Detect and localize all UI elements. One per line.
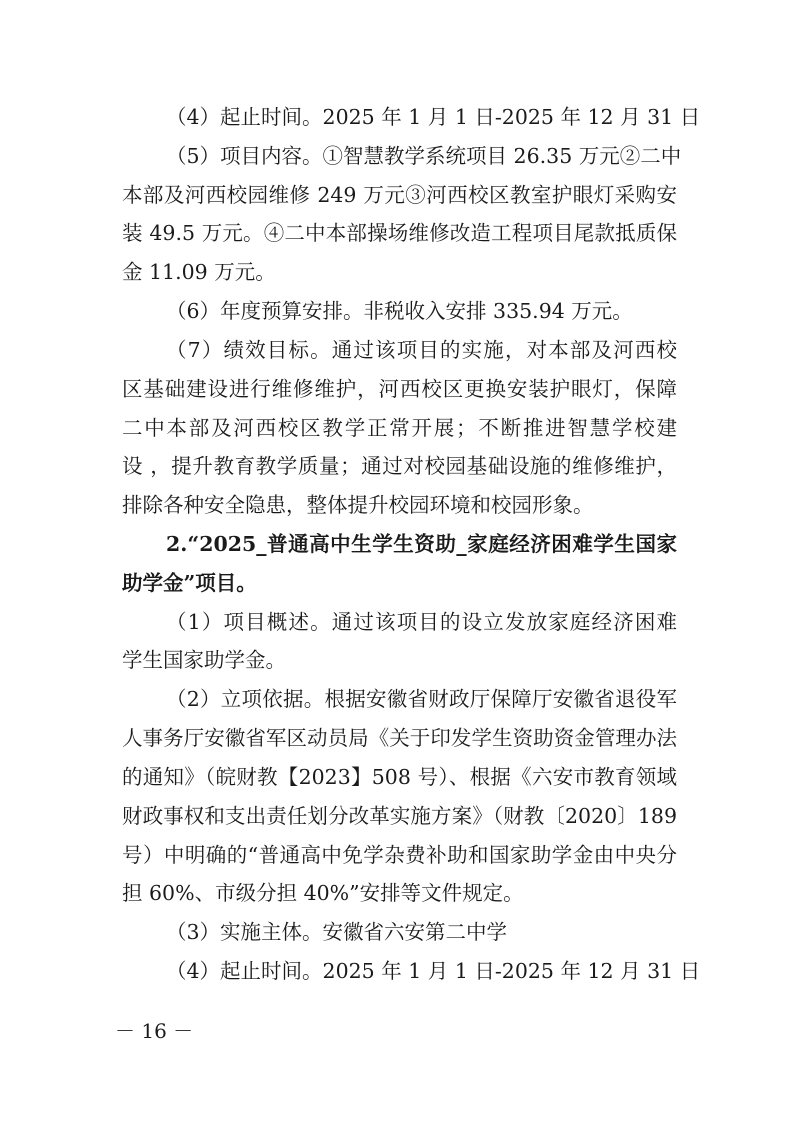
- text-line: 装 49.5 万元。④二中本部操场维修改造工程项目尾款抵质保: [122, 221, 677, 245]
- text-line: 学生国家助学金。: [122, 648, 286, 672]
- page-number: － 16 －: [115, 1019, 194, 1043]
- text-line: （2）立项依据。根据安徽省财政厅保障厅安徽省退役军: [166, 687, 677, 711]
- text-line: （6）年度预算安排。非税收入安排 335.94 万元。: [166, 299, 633, 323]
- text-line: 二中本部及河西校区教学正常开展；不断推进智慧学校建: [122, 416, 677, 440]
- text-line: 设 ，提升教育教学质量；通过对校园基础设施的维修维护，: [122, 454, 677, 478]
- text-line: 人事务厅安徽省军区动员局《关于印发学生资助资金管理办法: [122, 726, 677, 750]
- text-line: 区基础建设进行维修维护，河西校区更换安装护眼灯，保障: [122, 377, 677, 401]
- text-line: （7）绩效目标。通过该项目的实施，对本部及河西校: [166, 338, 677, 362]
- text-line: 本部及河西校园维修 249 万元③河西校区教室护眼灯采购安: [122, 183, 677, 207]
- text-line: （1）项目概述。通过该项目的设立发放家庭经济困难: [166, 610, 677, 634]
- section-heading: 助学金”项目。: [122, 571, 257, 595]
- text-line: 财政事权和支出责任划分改革实施方案》（财教〔2020〕189: [122, 804, 677, 828]
- text-line: 的通知》（皖财教【2023】508 号）、根据《六安市教育领域: [122, 765, 677, 789]
- text-line: （3）实施主体。安徽省六安第二中学: [166, 920, 508, 944]
- text-line: 金 11.09 万元。: [122, 260, 276, 284]
- text-line: （4）起止时间。2025 年 1 月 1 日-2025 年 12 月 31 日: [166, 959, 701, 983]
- section-heading: 2.“2025_普通高中生学生资助_家庭经济困难学生国家: [166, 532, 677, 556]
- text-line: （4）起止时间。2025 年 1 月 1 日-2025 年 12 月 31 日: [166, 105, 701, 129]
- text-line: 排除各种安全隐患，整体提升校园环境和校园形象。: [122, 493, 594, 517]
- text-line: 号）中明确的“普通高中免学杂费补助和国家助学金由中央分: [122, 843, 677, 867]
- text-line: 担 60%、市级分担 40%”安排等文件规定。: [122, 881, 524, 905]
- text-line: （5）项目内容。①智慧教学系统项目 26.35 万元②二中: [166, 144, 682, 168]
